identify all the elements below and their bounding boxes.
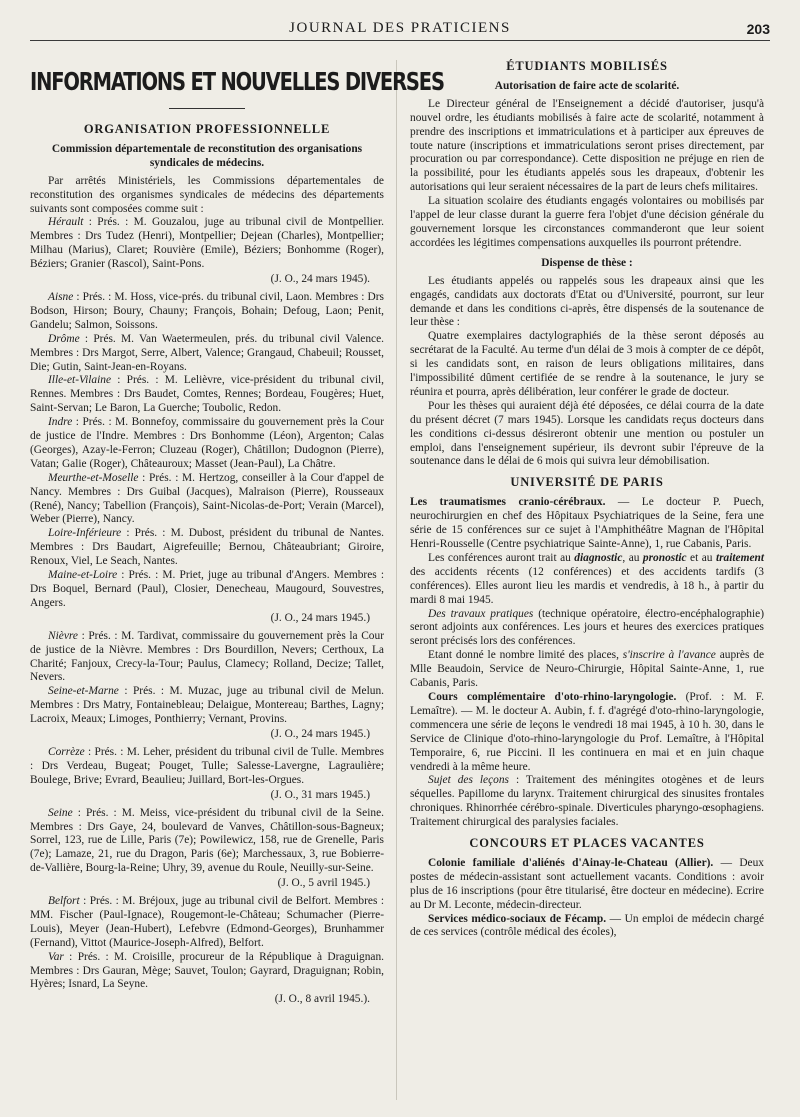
journal-title: JOURNAL DES PRATICIENS [289, 20, 511, 36]
dept-name: Seine [48, 806, 73, 819]
entry-aisne [30, 291, 384, 333]
entry-seine-et-marne [30, 685, 384, 742]
inscription-paragraph: Etant donné le nombre limité des places, s'inscrire à l'avance auprès de Mlle Beaudoin, Service de Neuro-Chirurgie, Hôpital Sainte-Anne, 1, rue Cabanis, Paris. [410, 649, 764, 690]
right-column [410, 58, 764, 940]
orl-paragraph: Cours complémentaire d'oto-rhino-laryngologie. (Prof. : M. F. Lemaître). — M. le docteur A. Aubin, f. f. d'agrégé d'oto-rhino-laryngologie, commencera une série de leçons le vendredi 18 mai 1945, à 10 h. 30, dans le Service de Clinique d'oto-rhino-laryngologie du Prof. Lemaître, à l'Hôpital Temporaire, 6, rue Piccini. Il les continuera en mai et en juin chaque vendredi à la même heure. [410, 690, 764, 773]
trauma-title: Les traumatismes cranio-cérébraux. [410, 496, 606, 509]
orl-title: Cours complémentaire d'oto-rhino-laryngologie. [428, 690, 677, 703]
entry-text: : Prés. : M. Gouzalou, juge au tribunal civil de Montpellier. Membres : Drs Tudez (Henri), Montpellier; Dejean (Charles), Montpellier; Milhau (Marius), Claret; Rouvière (Emile), Béziers; Bonhomme (Roger), Béziers; Granier (Rascol), Saint-Pons. [30, 216, 384, 271]
journal-reference: (J. O., 5 avril 1945.) [277, 877, 370, 890]
dept-name: Seine-et-Marne [48, 685, 119, 698]
commission-intro: Par arrêtés Ministériels, les Commissions départementales de reconstitution des organismes syndicales de médecins des départements suivants sont composées comme suit : [30, 174, 384, 215]
dept-name: Meurthe-et-Moselle [48, 471, 139, 484]
journal-reference: (J. O., 24 mars 1945). [270, 273, 370, 286]
entry-text: : Prés. : M. Hertzog, conseiller à la Cour d'appel de Nancy. Membres : Drs Guibal (Jacques), Malraison (Pierre), Rousseaux (René), Nancy; Tabellion (François), Saint-Nicolas-de-Port; Verain (Marcel), Weber (Pierre), Nancy. [30, 471, 384, 526]
dept-name: Aisne [48, 290, 74, 303]
entry-herault [30, 216, 384, 287]
entry-text: : Prés. : M. Bréjoux, juge au tribunal civil de Belfort. Membres : MM. Fischer (Paul-Ignace), Rougemont-le-Château; Schumacher (Pierre-Louis), Meyer (Jean-Hubert), Lefebvre (Edmond-Georges), Brunhammer (Fernand), Vittot (Maurice-Joseph-Alfred), Belfort. [30, 895, 384, 949]
dept-name: Maine-et-Loire [48, 569, 118, 582]
conferences-paragraph: Les conférences auront trait au diagnostic, au pronostic et au traitement des accidents récents (12 conférences) et des accidents tardifs (3 conférences). Elles auront lieu les mardis et vendredis, à 18 h., à partir du mardi 8 mai 1945. [410, 551, 765, 606]
dept-name: Ille-et-Vilaine [48, 374, 112, 387]
journal-reference: (J. O., 24 mars 1945.) [270, 611, 370, 624]
column-gutter [396, 60, 397, 1100]
running-head [30, 20, 770, 41]
entry-text: : Prés. : M. Lelièvre, vice-président du tribunal civil, Rennes. Membres : Drs Baudet, Comtes, Rennes; Bordeau, Fougères; Huet, Saint-Servan; Le Baron, La Guerche; Toubolic, Redon. [30, 374, 384, 415]
these-paragraph-2: Quatre exemplaires dactylographiés de la thèse seront déposés au secrétarat de la Faculté. Au terme d'un délai de 3 mois à compter de ce dépôt, si les candidats sont, en raison de leurs obligations militaires, dans l'impossibilité dûment certifiée de se rendre à la soutenance, le jury se réunira et pourra, après délibération, leur conférer le grade de docteur. [410, 330, 764, 398]
colonie-title: Colonie familiale d'aliénés d'Ainay-le-Chateau (Allier). [428, 856, 714, 869]
entry-text: : Prés. : M. Meiss, vice-président du tribunal civil de la Seine. Membres : Drs Gaye, 24, boulevard de Vanves, Châtillon-sous-Bagneux; Sorrel, 123, rue de Lille, Paris (7e); Powilewicz, 158, rue de Grenelle, Paris (7e); Lamaze, 21, rue du Dragon, Paris (6e); Marchessaux, 3, rue Bobierre-de-Vallière, Bourg-la-Reine; Uhry, 39, avenue du Roule, Neuilly-sur-Seine. [30, 806, 384, 875]
section-heading-concours: CONCOURS ET PLACES VACANTES [469, 836, 705, 851]
dept-name: Nièvre [48, 629, 78, 642]
section-heading-etudiants: ÉTUDIANTS MOBILISÉS [506, 59, 668, 73]
entry-maine-et-loire [30, 569, 384, 626]
entry-text: : Prés. : M. Muzac, juge au tribunal civil de Melun. Membres : Drs Matry, Fontainebleau; Delaigue, Montereau; Barthes, Lagny; Lacroix, Meaux; Limoges, Ponthierry; Vernant, Provins. [30, 685, 384, 726]
entry-drome [30, 333, 384, 375]
fecamp-paragraph: Services médico-sociaux de Fécamp. — Un emploi de médecin chargé de ces services (contrôle médical des écoles), [410, 912, 765, 939]
entry-seine [30, 807, 384, 891]
page-number: 203 [746, 21, 770, 37]
entry-text: : Prés. : M. Dubost, président du tribunal de Nantes. Membres : Drs Baudart, Aigrefeuille; Bernou, Châteaubriant; Giroire, Renoux, Viel, Le Seach, Nantes. [30, 527, 384, 568]
dept-name: Belfort [48, 895, 80, 908]
scolarite-subheading: Autorisation de faire acte de scolarité. [494, 79, 680, 92]
etudiants-paragraph-1: Le Directeur général de l'Enseignement a décidé d'autoriser, jusqu'à nouvel ordre, les étudiants mobilisés à faire acte de scolarité, notamment à prendre des inscriptions et immatriculations et à participer aux épreuves de toute nature (inscriptions et immatriculations seront prises directement, par procuration ou par correspondance). Cette disposition ne préjuge en rien de la possibilité, pour les étudiants appelés sous les drapeaux, d'obtenir les autorisations qui leur seraient nécessaires de la part de leurs chefs militaires. [410, 97, 764, 194]
left-column [30, 58, 444, 1011]
entry-text: : Prés. : M. Priet, juge au tribunal d'Angers. Membres : Drs Boquel, Bernard (Paul), Closier, Denecheau, Maugourd, Souvestres, Angers. [30, 569, 384, 609]
entry-text: : Prés. M. Van Waetermeulen, prés. du tribunal civil Valence. Membres : Drs Margot, Serre, Albert, Valence; Grangaud, Chabeuil; Rousset, Die; Gutin, Saint-Jean-en-Royans. [30, 332, 384, 373]
commission-subheading: Commission départementale de reconstitution des organisations syndicales de médecins. [51, 142, 363, 169]
these-subheading: Dispense de thèse : [541, 256, 633, 269]
sujet-title: Sujet des leçons [428, 774, 509, 787]
fecamp-title: Services médico-sociaux de Fécamp. [428, 912, 607, 925]
entry-text: : Prés. : M. Leher, président du tribunal civil de Tulle. Membres : Drs Verdeau, Bugeat; Pouget, Tulle; Salesse-Lavergne, Lagraulière; Boulege, Brive; Evrard, Beaulieu; Juillard, Bort-les-Orgues. [30, 745, 384, 786]
dept-name: Loire-Inférieure [48, 527, 122, 540]
entry-text: : Prés. : M. Hoss, vice-prés. du tribunal civil, Laon. Membres : Drs Bodson, Hirson; Boury, Chauny; François, Bohain; Defoug, Laon; Penit, Gandelu; Salmon, Soissons. [30, 290, 384, 331]
etudiants-paragraph-2: La situation scolaire des étudiants engagés volontaires ou mobilisés par l'appel de leur classe durant la guerre fera l'objet d'une décision générale du gouvernement lorsque les circonstances commanderont que leur soient accordées les légitimes compensations auxquelles ils pourront prétendre. [410, 195, 764, 249]
entry-ille-et-vilaine [30, 374, 384, 416]
main-title: INFORMATIONS ET NOUVELLES DIVERSES [30, 67, 444, 96]
section-heading-organisation: ORGANISATION PROFESSIONNELLE [83, 122, 331, 136]
journal-reference: (J. O., 24 mars 1945.) [270, 728, 370, 741]
title-rule [169, 108, 245, 109]
entry-belfort [30, 895, 384, 951]
trauma-paragraph: Les traumatismes cranio-cérébraux. — Le docteur P. Puech, neurochirurgien en chef des Hôpitaux Psychiatriques de la Seine, fera une série de 15 conférences sur ce sujet à l'Amphithéâtre Magnan de l'Hôpital Henri-Rousselle (Centre psychiatrique Sainte-Anne), 1, rue Cabanis, Paris. [410, 496, 764, 550]
dept-name: Var [48, 950, 64, 963]
dept-name: Drôme [48, 332, 80, 345]
entry-text: : Prés. : M. Tardivat, commissaire du gouvernement près la Cour de justice de la Nièvre. Membres : Drs Bourdillon, Nevers; Certhoux, La Charité; Fanjoux, Crecy-la-Tour; Paulus, Clamecy; Rolland, Decize; Tallet, Nevers. [30, 629, 384, 684]
journal-reference: (J. O., 8 avril 1945.). [274, 993, 370, 1006]
dept-name: Hérault [48, 216, 84, 229]
travaux-title: Des travaux pratiques [428, 607, 534, 620]
entry-correze [30, 746, 384, 803]
journal-reference: (J. O., 31 mars 1945.) [270, 788, 370, 801]
entry-nievre [30, 630, 384, 686]
sujet-paragraph: Sujet des leçons : Traitement des méningites otogènes et de leurs séquelles. Papillome du larynx. Traitement chirurgical des sinusites frontales chroniques. Rhinorrhée cérébro-spinale. Diverticules pharyngo-œsophagiens. Traitement chirurgical des paralysies faciales. [410, 774, 765, 829]
colonie-paragraph: Colonie familiale d'aliénés d'Ainay-le-Chateau (Allier). — Deux postes de médecin-assistant sont actuellement vacants. Conditions : avoir plus de 16 inscriptions (pour être titularisé, être docteur en médecine). Ecrire au Dr M. Leconte, médecin-directeur. [410, 856, 765, 911]
entry-text: : Prés. : M. Bonnefoy, commissaire du gouvernement près la Cour de justice de l'Indre. Membres : Drs Bonhomme (Léon), Argenton; Calas (Georges), Azay-le-Ferron; Cluzeau (Roger), Châtillon; Dudognon (Pierre), Vatan; Galie (Roger), Châteauroux; Masset (Jean-Paul), La Châtre. [30, 416, 384, 470]
entry-indre [30, 416, 384, 472]
travaux-paragraph: Des travaux pratiques (technique opératoire, électro-encéphalographie) seront adjoints aux conférences. Les jours et heures des exercices pratiques seront précisés lors des conférences. [410, 607, 764, 648]
entry-meurthe-et-moselle [30, 472, 384, 528]
entry-text: : Prés. : M. Croisille, procureur de la République à Draguignan. Membres : Drs Gauran, Mège; Sauvet, Toulon; Gayrard, Draguignan; Robin, Hyères; Isnard, La Seyne. [30, 950, 384, 991]
entry-loire-inferieure [30, 527, 384, 569]
section-heading-universite: UNIVERSITÉ DE PARIS [510, 475, 664, 490]
dept-name: Indre [48, 416, 73, 429]
these-paragraph-1: Les étudiants appelés ou rappelés sous les drapeaux ainsi que les engagés, candidats aux doctorats d'Etat ou d'Université, pourront, sur leur demande et dans les conditions ci-après, être dispensés de la soutenance de leur thèse : [410, 274, 764, 329]
entry-var [30, 951, 384, 1008]
dept-name: Corrèze [48, 745, 85, 758]
these-paragraph-3: Pour les thèses qui auraient déjà été déposées, ce délai courra de la date du présent décret (7 mars 1945). Lorsque les candidats reçus docteurs dans les conditions ci-dessus désireront obtenir une mention ou postuler un emploi, dans l'enseignement supérieur, ils devront subir l'épreuve de la soutenance dans le délai de 6 mois qui suivra leur démobilisation. [410, 399, 764, 468]
